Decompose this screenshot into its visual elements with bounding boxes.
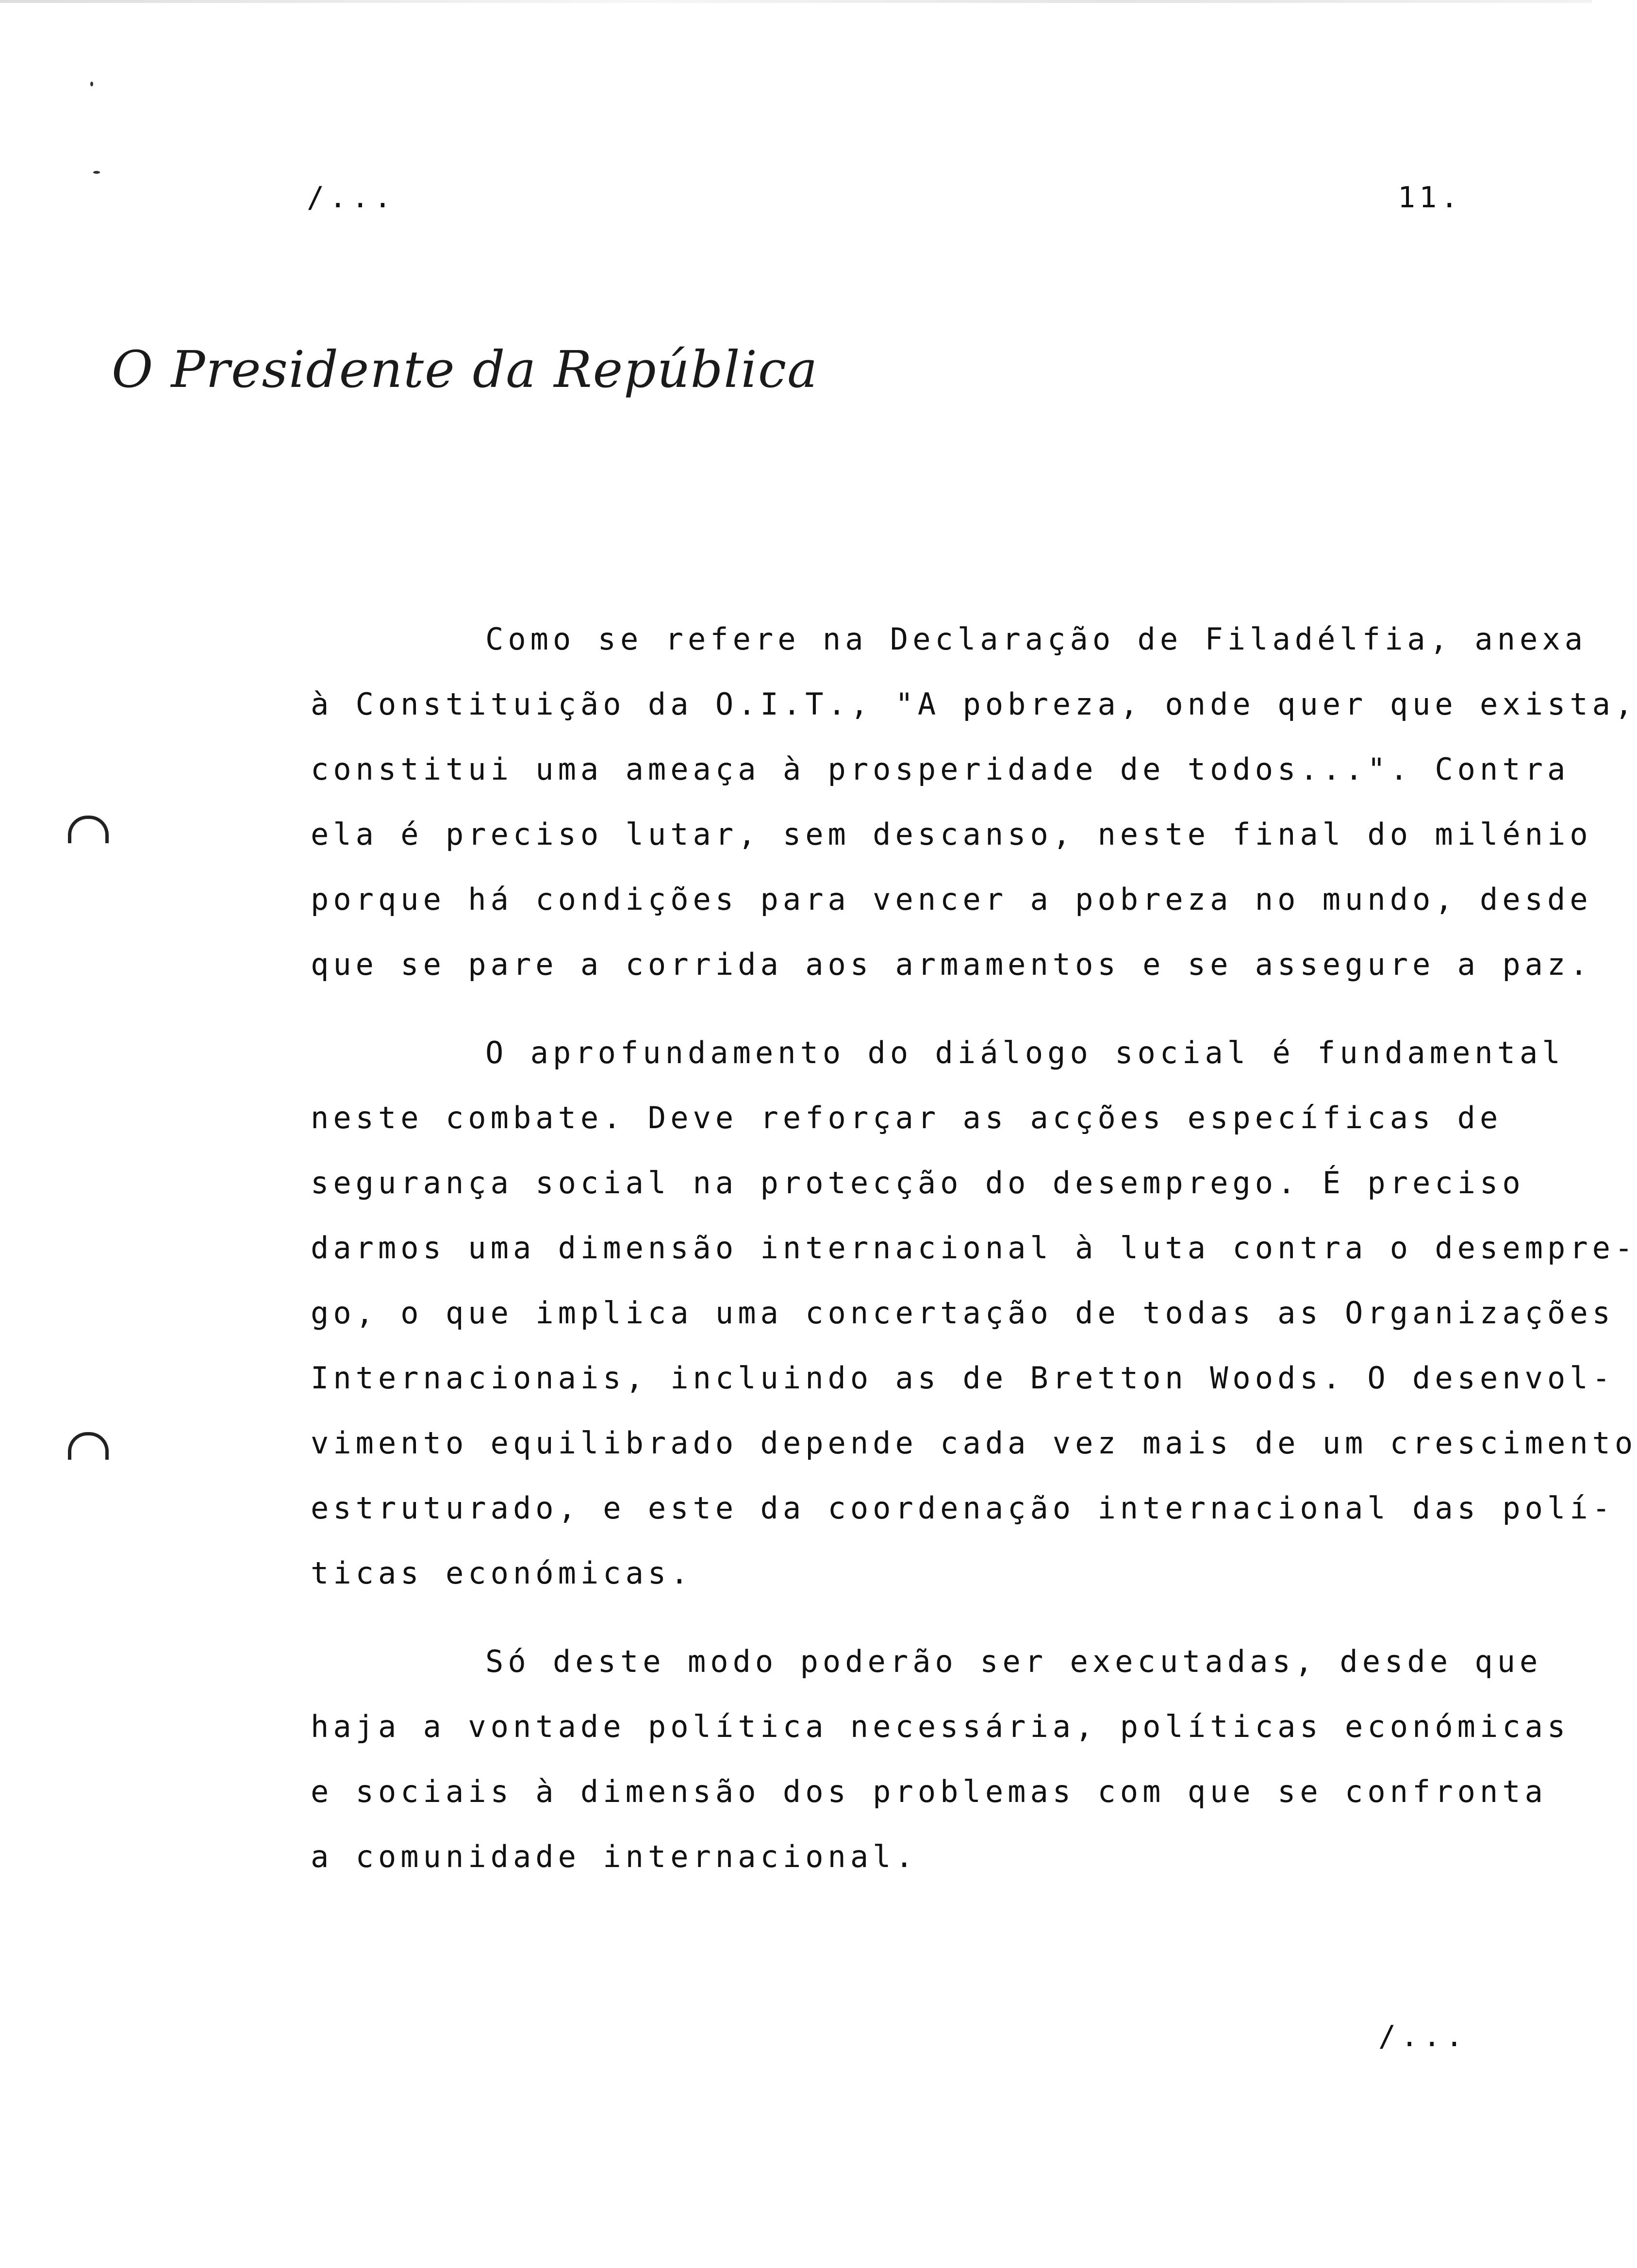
text-line: Como se refere na Declaração de Filadélfia, anexa — [485, 621, 1587, 657]
scan-speck — [90, 82, 93, 86]
text-line: Só deste modo poderão ser executadas, desde que — [485, 1644, 1542, 1679]
text-line: ela é preciso lutar, sem descanso, neste final do milénio — [311, 817, 1592, 852]
paragraph — [311, 1020, 1637, 1606]
text-line: vimento equilibrado depende cada vez mais de um crescimento — [311, 1425, 1637, 1461]
text-line: Internacionais, incluindo as de Bretton Woods. O desenvol- — [311, 1360, 1615, 1396]
paragraph — [311, 607, 1637, 997]
paragraph — [311, 1629, 1570, 1889]
text-line: à Constituição da O.I.T., "A pobreza, onde quer que exista, — [311, 686, 1637, 722]
text-line: estruturado, e este da coordenação internacional das polí- — [311, 1490, 1615, 1526]
text-line: neste combate. Deve reforçar as acções específicas de — [311, 1100, 1503, 1135]
text-line: porque há condições para vencer a pobreza no mundo, desde — [311, 882, 1592, 917]
footer-continuation-mark: /... — [1378, 2019, 1468, 2053]
text-line: go, o que implica uma concertação de todas as Organizações — [311, 1295, 1615, 1331]
text-line: haja a vontade política necessária, políticas económicas — [311, 1709, 1570, 1744]
page-number: 11. — [1398, 181, 1462, 215]
text-line: constitui uma ameaça à prosperidade de todos...". Contra — [311, 751, 1570, 787]
text-line: a comunidade internacional. — [311, 1839, 918, 1874]
hole-punch-mark — [68, 1432, 109, 1460]
text-line: que se pare a corrida aos armamentos e se assegure a paz. — [311, 947, 1592, 982]
hole-punch-mark — [68, 816, 109, 843]
header-continuation-mark: /... — [307, 181, 397, 215]
scan-edge — [0, 0, 1592, 3]
text-line: e sociais à dimensão dos problemas com que se confronta — [311, 1774, 1547, 1809]
text-line: ticas económicas. — [311, 1555, 693, 1591]
text-line: darmos uma dimensão internacional à luta contra o desempre- — [311, 1230, 1637, 1266]
text-line: O aprofundamento do diálogo social é fundamental — [485, 1035, 1565, 1070]
body-text — [311, 607, 1637, 1913]
scan-speck — [93, 171, 100, 174]
letterhead-title: O Presidente da República — [112, 340, 819, 399]
text-line: segurança social na protecção do desemprego. É preciso — [311, 1165, 1525, 1201]
